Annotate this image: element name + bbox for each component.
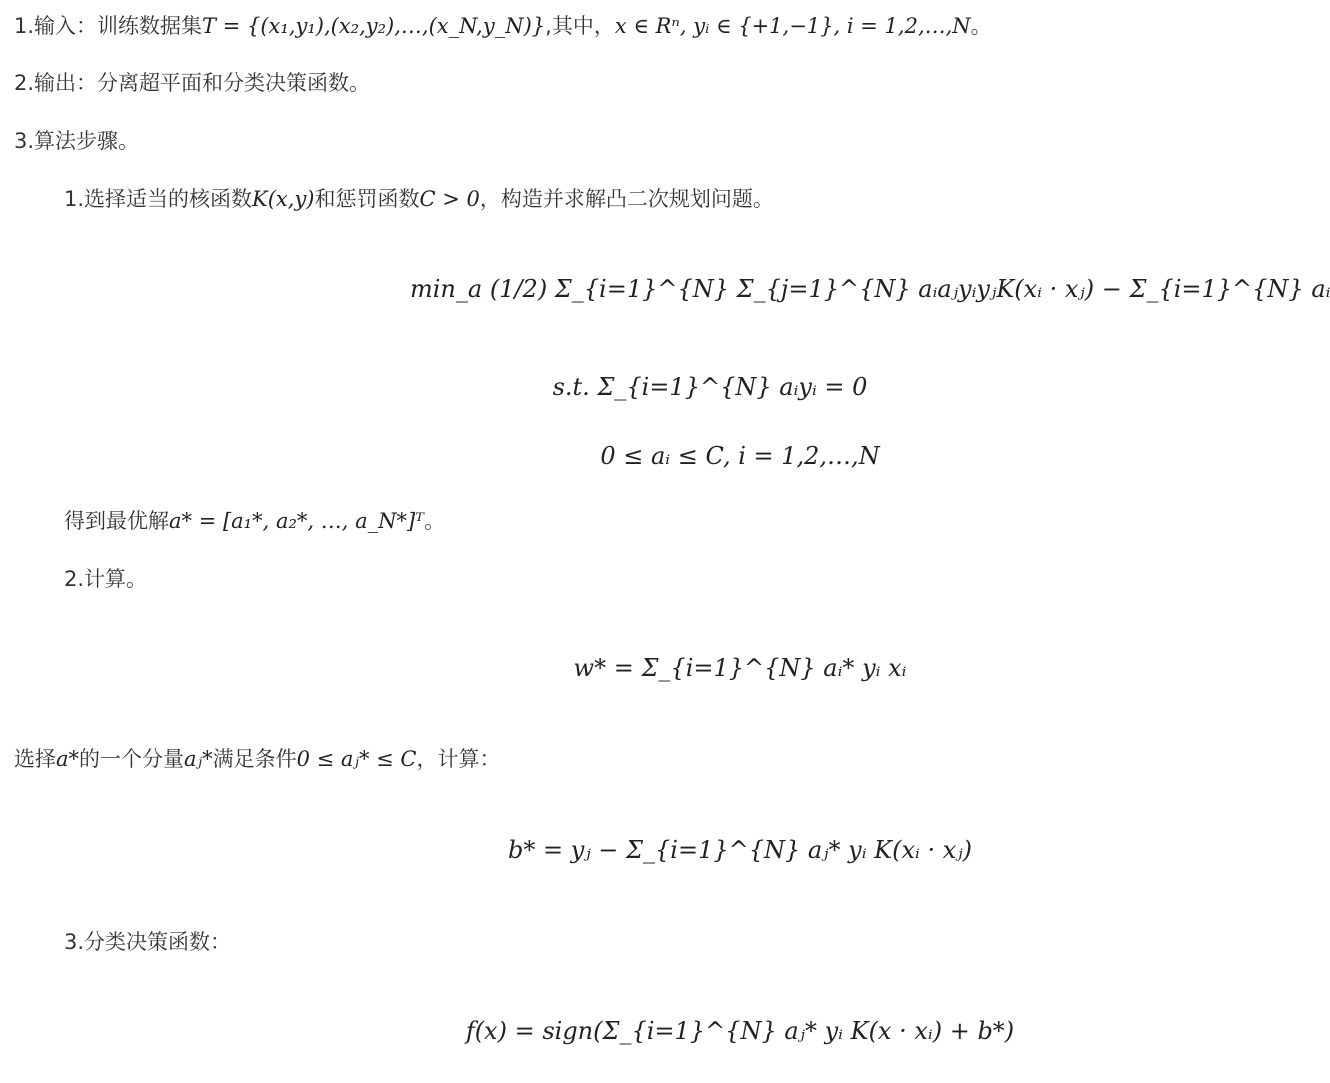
output-line: 2.输出：分离超平面和分类决策函数。 <box>14 71 371 95</box>
substep-1-line <box>64 184 774 214</box>
optimal-solution-formula: a* = [a₁*, a₂*, …, a_N*]ᵀ <box>169 509 424 533</box>
kernel-formula: K(x,y) <box>252 187 315 211</box>
input-domain-formula: x ∈ Rⁿ, yᵢ ∈ {+1,−1}, i = 1,2,…,N <box>614 14 971 38</box>
choose-prefix: 选择 <box>14 747 56 771</box>
algorithm-steps-heading: 3.算法步骤。 <box>14 129 140 153</box>
input-prefix: 1.输入：训练数据集 <box>14 14 203 38</box>
substep-3-heading: 3.分类决策函数： <box>64 930 232 954</box>
input-line <box>14 11 992 41</box>
b-equation: b* = yⱼ − Σ_{i=1}^{N} aⱼ* yᵢ K(xᵢ · xⱼ) <box>508 836 972 864</box>
substep-1-prefix: 1.选择适当的核函数 <box>64 187 253 211</box>
optimal-solution-line <box>64 506 445 536</box>
choose-component-line <box>14 744 501 774</box>
substep-2-heading: 2.计算。 <box>64 567 148 591</box>
constraint-sum-equation: s.t. Σ_{i=1}^{N} aᵢyᵢ = 0 <box>552 373 868 401</box>
decision-function-equation: f(x) = sign(Σ_{i=1}^{N} aⱼ* yᵢ K(x · xᵢ) + b*) <box>465 1017 1015 1045</box>
objective-equation: min_a (1/2) Σ_{i=1}^{N} Σ_{j=1}^{N} aᵢaⱼyᵢyⱼK(xᵢ · xⱼ) − Σ_{i=1}^{N} aᵢ <box>410 275 1330 303</box>
substep-1-end: ，构造并求解凸二次规划问题。 <box>479 187 774 211</box>
optimal-prefix: 得到最优解 <box>64 509 169 533</box>
penalty-formula: C > 0 <box>419 187 480 211</box>
choose-mid: 的一个分量 <box>79 747 185 771</box>
input-end: 。 <box>970 14 992 38</box>
input-mid-text: ,其中， <box>545 14 615 38</box>
optimal-end: 。 <box>424 509 445 533</box>
a-star-symbol: a* <box>56 747 80 771</box>
component-condition-formula: 0 ≤ aⱼ* ≤ C <box>296 747 417 771</box>
substep-1-mid: 和惩罚函数 <box>314 187 420 211</box>
constraint-bounds-equation: 0 ≤ aᵢ ≤ C, i = 1,2,…,N <box>600 442 880 470</box>
w-equation: w* = Σ_{i=1}^{N} aᵢ* yᵢ xᵢ <box>573 654 907 682</box>
choose-condition-text: 满足条件 <box>212 747 297 771</box>
choose-end: ，计算： <box>416 747 501 771</box>
component-symbol: aⱼ* <box>184 747 213 771</box>
training-set-formula: T = {(x₁,y₁),(x₂,y₂),…,(x_N,y_N)} <box>202 14 546 38</box>
